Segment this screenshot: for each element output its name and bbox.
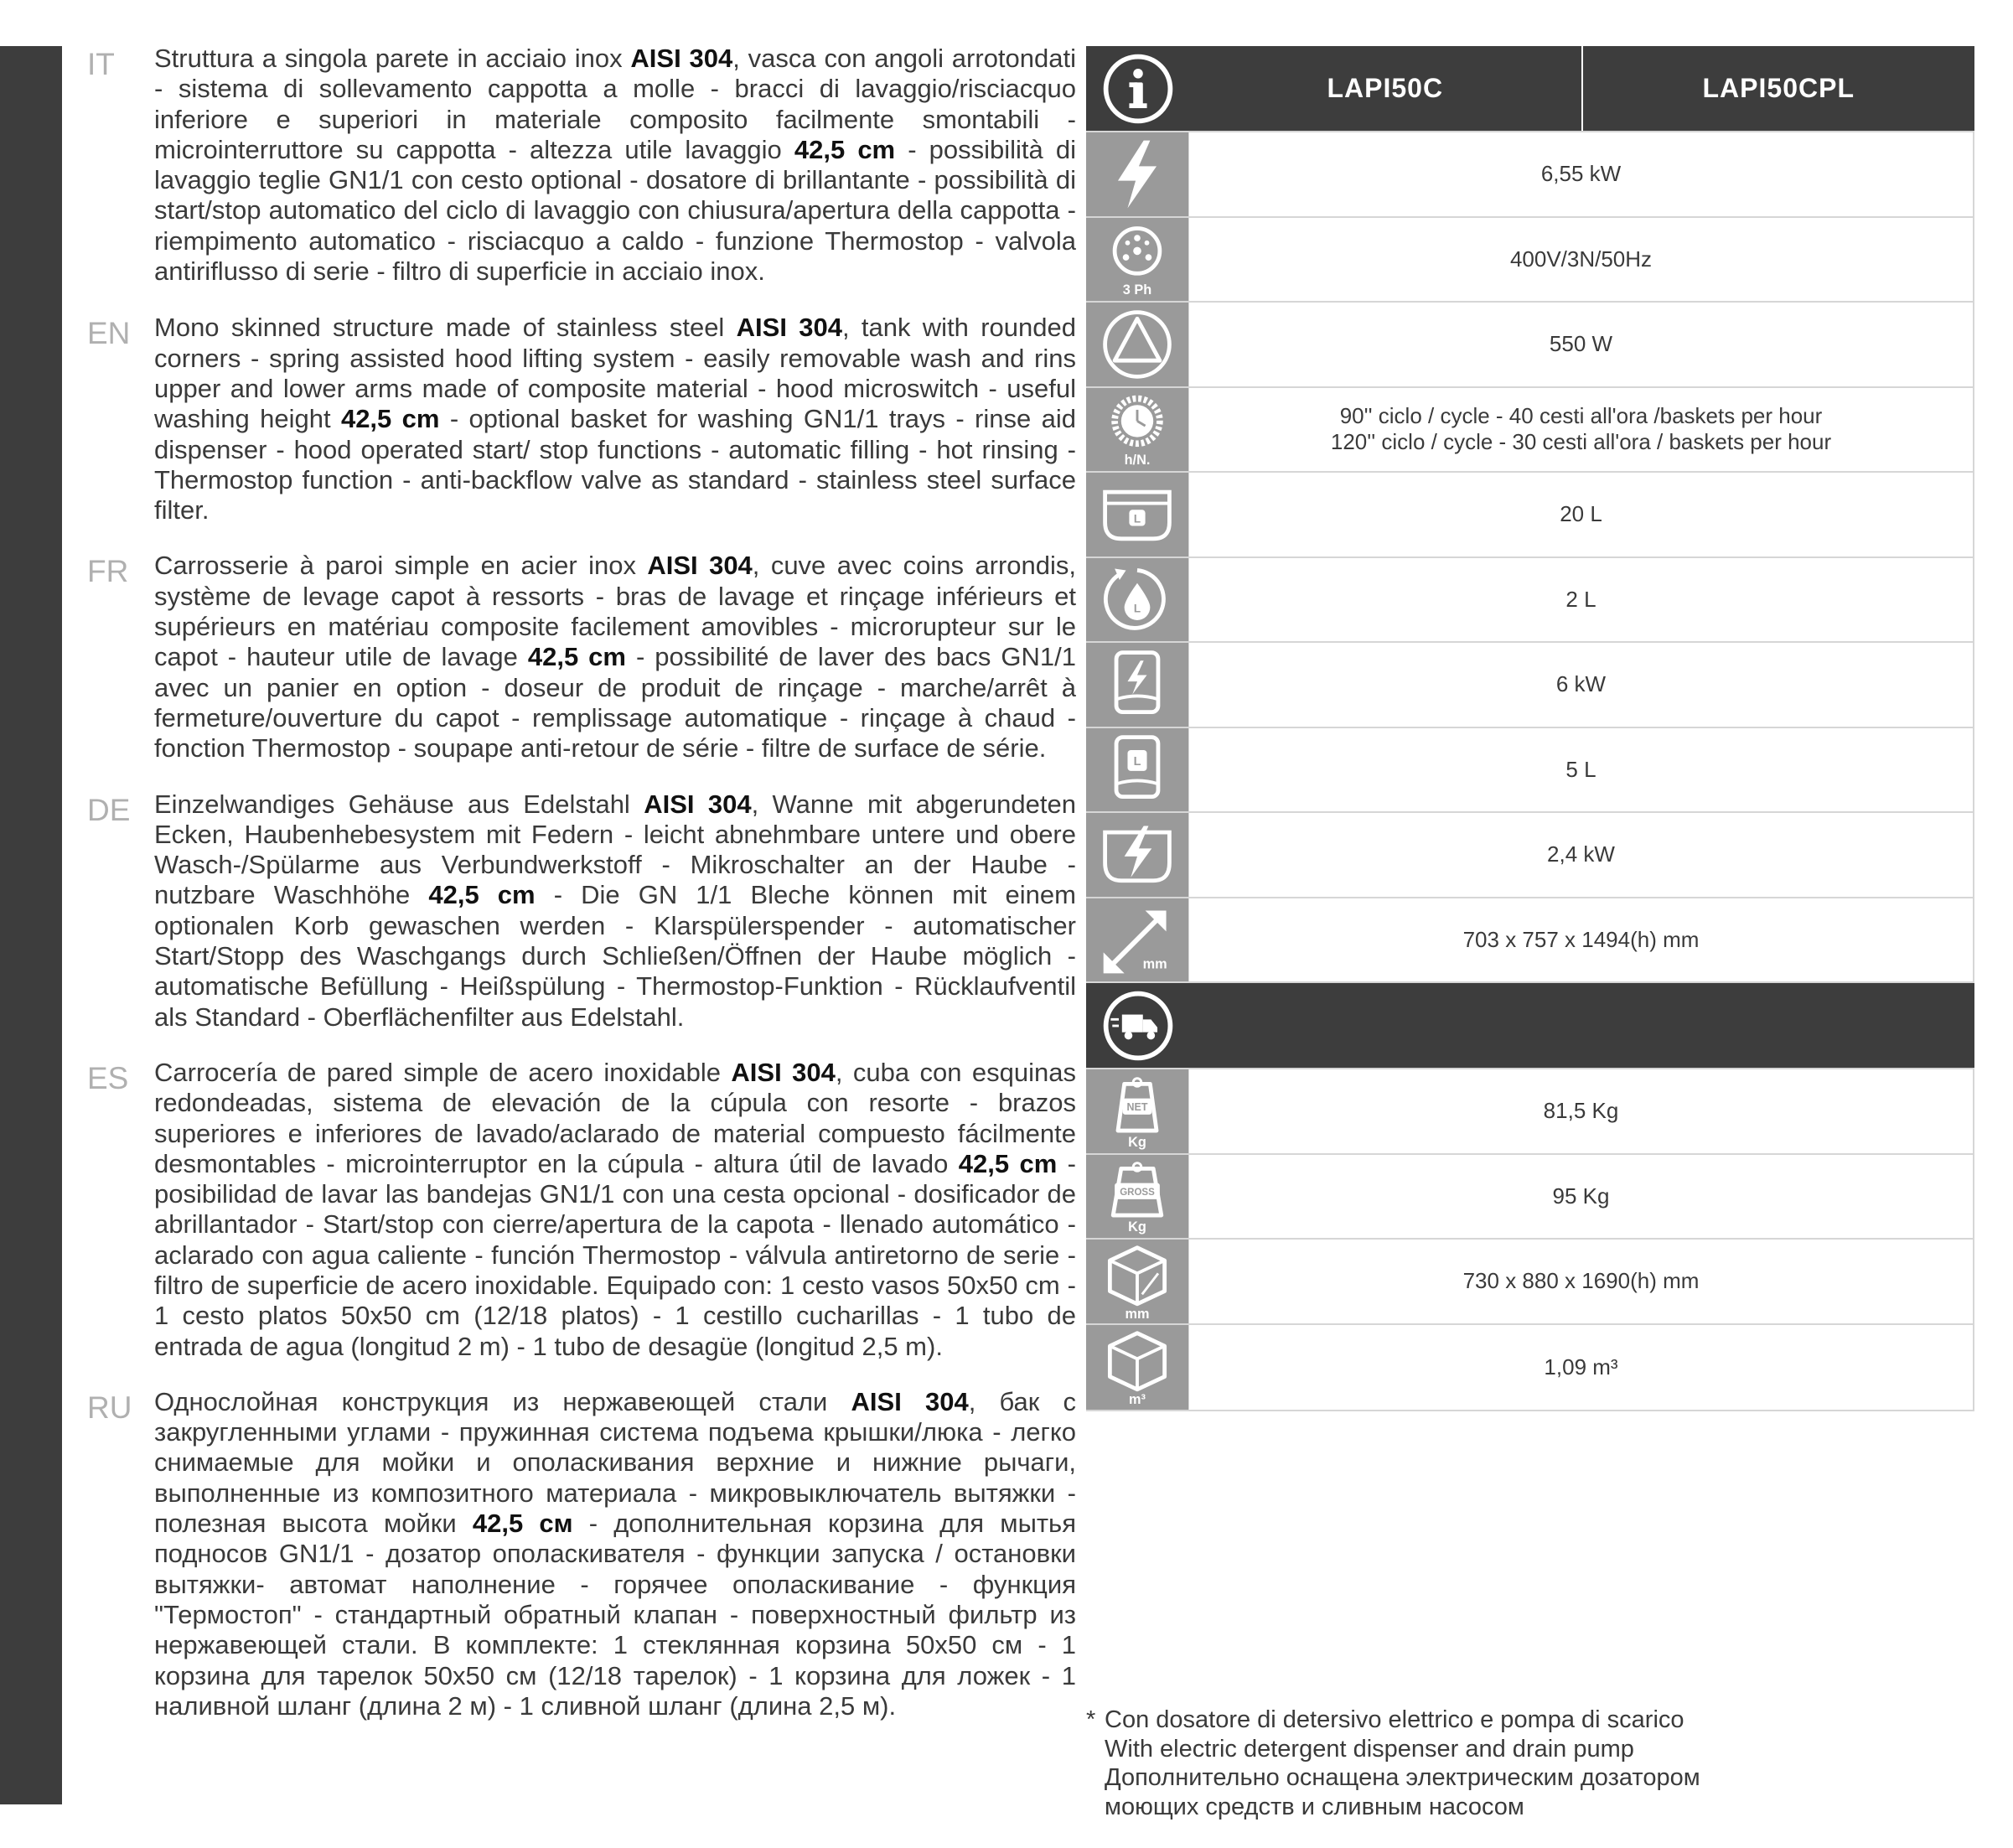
- text-run: Struttura a singola parete in acciaio inox: [154, 44, 631, 73]
- svg-text:L: L: [1133, 755, 1141, 769]
- spec-value: 730 x 880 x 1690(h) mm: [1189, 1240, 1974, 1323]
- spec-value: 5 L: [1189, 728, 1974, 812]
- table-row: [1086, 1240, 1974, 1325]
- footnote-line: With electric detergent dispenser and drain pump: [1105, 1735, 1634, 1763]
- text-run: - дополнительная корзина для мытья подносов GN1/1 - дозатор ополаскивателя - функции запуска / остановки вытяжки- автомат наполнение - горячее ополаскивание - функция "Термостоп" - стандартный обратный клапан - поверхностный фильтр из нержавеющей стали. В комплекте: 1 стеклянная корзина 50x50 см - 1 корзина для тарелок 50x50 см (12/18 тарелок) - 1 корзина для ложек - 1 наливной шланг (длина 2 м) - 1 сливной шланг (длина 2,5 м).: [154, 1509, 1076, 1721]
- svg-text:mm: mm: [1125, 1306, 1150, 1322]
- table-row: [1086, 813, 1974, 898]
- bold-term: AISI 304: [736, 313, 842, 343]
- boiler-capacity-icon: [1086, 728, 1189, 812]
- svg-text:3 Ph: 3 Ph: [1122, 282, 1152, 298]
- table-row: [1086, 218, 1974, 303]
- description-text: [154, 44, 1076, 287]
- text-run: Однослойная конструкция из нержавеющей стали: [154, 1386, 851, 1416]
- table-row: [1086, 1155, 1974, 1240]
- table-row: [1086, 643, 1974, 728]
- bold-term: 42,5 см: [472, 1509, 573, 1539]
- footnote-star: *: [1086, 1706, 1096, 1733]
- table-header-row: [1086, 46, 1974, 132]
- spec-value-line: 120'' ciclo / cycle - 30 cesti all'ora / baskets per hour: [1330, 429, 1832, 455]
- svg-text:h/N.: h/N.: [1124, 453, 1151, 468]
- table-row: [1086, 388, 1974, 474]
- spec-value: 2,4 kW: [1189, 813, 1974, 897]
- description-text: [154, 789, 1076, 1033]
- spec-value: 6 kW: [1189, 643, 1974, 727]
- shipping-header-fill: [1189, 983, 1974, 1068]
- footnote-line: моющих средств и сливным насосом: [1105, 1793, 1524, 1820]
- bold-term: 42,5 cm: [958, 1148, 1058, 1178]
- description-text: [154, 313, 1076, 525]
- svg-text:NET: NET: [1126, 1100, 1148, 1113]
- table-row: [1086, 898, 1974, 984]
- text-run: - Die GN 1/1 Bleche können mit einem optionalen Korb gewaschen werden - Klarspülerspender - automatischer Start/Stopp des Waschgangs durch Schließen/Öffnen der Haube möglich - automatische Befüllung - Heißspülung - Thermostop-Funktion - Rücklaufventil als Standard - Oberflächenfilter aus Edelstahl.: [154, 880, 1076, 1032]
- bold-term: AISI 304: [647, 551, 753, 581]
- bold-term: 42,5 cm: [428, 880, 536, 910]
- bold-term: 42,5 cm: [527, 642, 626, 672]
- spec-value: 2 L: [1189, 558, 1974, 642]
- description-en: [87, 313, 1076, 525]
- text-run: Mono skinned structure made of stainless steel: [154, 313, 737, 343]
- svg-text:mm: mm: [1142, 956, 1167, 972]
- text-run: - possibilità di lavaggio teglie GN1/1 con cesto optional - dosatore di brillantante - possibilità di start/stop automatico del ciclo di lavaggio con chiusura/apertura della cappotta - riempimento automatico - risciacquo a caldo - funzione Thermostop - valvola antiriflusso di serie - filtro di superficie in acciaio inox.: [154, 134, 1076, 287]
- spec-value: 6,55 kW: [1189, 132, 1974, 216]
- description-ru: [87, 1386, 1076, 1721]
- text-run: , cuba con esquinas redondeadas, sistema de elevación de la cúpula con resorte - brazos superiores e inferiores de lavado/aclarado de material compuesto fácilmente desmontables - microinterruptor en la cúpula - altura útil de lavado: [154, 1057, 1077, 1178]
- bold-term: 42,5 cm: [794, 134, 896, 164]
- table-row: [1086, 132, 1974, 218]
- bold-term: AISI 304: [644, 789, 752, 819]
- side-bar: [0, 46, 62, 1804]
- bold-term: AISI 304: [630, 44, 733, 73]
- descriptions: [87, 44, 1077, 1747]
- spec-table: [1086, 46, 1974, 1411]
- lang-code: EN: [87, 316, 131, 351]
- description-text: [154, 1387, 1076, 1721]
- dimensions-arrow-icon: [1086, 898, 1189, 982]
- shipping-header-row: [1086, 983, 1974, 1069]
- svg-text:Kg: Kg: [1128, 1134, 1146, 1150]
- text-run: , cuve avec coins arrondis, système de levage capot à ressorts - bras de lavage et rinçage inférieurs et supérieurs en matériau composite facilement amovibles - microrupteur sur le capot - hauteur utile de lavage: [154, 551, 1076, 672]
- text-run: , Wanne mit abgerundeten Ecken, Haubenhebesystem mit Federn - leicht abnehmbare untere und obere Wasch-/Spülarme aus Verbundwerkstoff - Mikroschalter an der Haube - nutzbare Waschhöhe: [154, 789, 1076, 910]
- text-run: Carrosserie à paroi simple en acier inox: [154, 551, 648, 581]
- three-phase-plug-icon: [1086, 218, 1189, 302]
- pump-triangle-icon: [1086, 303, 1189, 386]
- svg-text:L: L: [1133, 512, 1141, 525]
- table-row: [1086, 1069, 1974, 1155]
- svg-text:L: L: [1133, 602, 1141, 615]
- table-row: [1086, 558, 1974, 644]
- description-text: [154, 1058, 1076, 1362]
- package-volume-icon: [1086, 1325, 1189, 1411]
- bold-term: 42,5 cm: [340, 404, 440, 434]
- info-icon: [1086, 46, 1189, 131]
- description-text: [154, 551, 1076, 764]
- text-run: - posibilidad de lavar las bandejas GN1/1 con una cesta opcional - dosificador de abrillantador - Start/stop con cierre/apertura de la capota - llenado automático - aclarado con agua caliente - función Thermostop - válvula antiretorno de serie - filtro de superficie de acero inoxidable. Equipado con: 1 cesto vasos 50x50 cm - 1 cesto platos 50x50 cm (12/18 platos) - 1 cestillo cucharillas - 1 tubo de entrada de agua (longitud 2 m) - 1 tubo de desagüe (longitud 2,5 m).: [154, 1148, 1076, 1361]
- lang-code: ES: [87, 1060, 129, 1095]
- cycle-clock-icon: [1086, 388, 1189, 472]
- tank-capacity-icon: [1086, 473, 1189, 556]
- lang-code: RU: [87, 1390, 132, 1425]
- description-fr: [87, 551, 1076, 764]
- description-it: [87, 44, 1077, 287]
- table-row: [1086, 303, 1974, 388]
- text-run: Einzelwandiges Gehäuse aus Edelstahl: [154, 789, 644, 819]
- spec-value: 550 W: [1189, 303, 1974, 386]
- lang-code: DE: [87, 792, 131, 827]
- spec-value: 81,5 Kg: [1189, 1069, 1974, 1153]
- lang-code: IT: [87, 47, 115, 81]
- lang-code: FR: [87, 554, 129, 589]
- model-name: LAPI50C: [1189, 46, 1581, 131]
- gross-weight-icon: [1086, 1155, 1189, 1239]
- text-run: - optional basket for washing GN1/1 trays - rinse aid dispenser - hood operated start/ stop functions - automatic filling - hot rinsing - Thermostop function - anti-backflow valve as standard - stainless steel surface filter.: [154, 404, 1076, 525]
- rinse-drop-icon: [1086, 558, 1189, 642]
- table-row: [1086, 473, 1974, 558]
- text-run: Carrocería de pared simple de acero inoxidable: [154, 1057, 732, 1087]
- spec-value: 703 x 757 x 1494(h) mm: [1189, 898, 1974, 982]
- spec-value: 20 L: [1189, 473, 1974, 556]
- spec-value: 400V/3N/50Hz: [1189, 218, 1974, 302]
- footnote-line: Дополнительно оснащена электрическим дозатором: [1105, 1764, 1700, 1791]
- svg-text:Kg: Kg: [1128, 1219, 1146, 1235]
- text-run: - possibilité de laver des bacs GN1/1 avec un panier en option - doseur de produit de rinçage - marche/arrêt à fermeture/ouverture du capot - remplissage automatique - rinçage à chaud - fonction Thermostop - soupape anti-retour de série - filtre de surface de série.: [154, 642, 1076, 764]
- net-weight-icon: [1086, 1069, 1189, 1153]
- description-de: [87, 789, 1076, 1033]
- model-name: LAPI50CPL: [1581, 46, 1975, 131]
- table-row: [1086, 728, 1974, 814]
- footnote-line: Con dosatore di detersivo elettrico e pompa di scarico: [1105, 1706, 1684, 1733]
- table-row: [1086, 1325, 1974, 1411]
- boiler-power-icon: [1086, 643, 1189, 727]
- delivery-truck-icon: [1086, 983, 1189, 1068]
- text-run: , бак с закругленными углами - пружинная система подъема крышки/люка - легко снимаемые для мойки и ополаскивания верхние и нижние рычаги, выполненные из композитного материала - микровыключатель вытяжки - полезная высота мойки: [154, 1386, 1076, 1539]
- footnote: [1086, 1706, 1924, 1821]
- spec-value: [1189, 388, 1974, 472]
- package-dimensions-icon: [1086, 1240, 1189, 1323]
- tank-heating-icon: [1086, 813, 1189, 897]
- spec-value: 1,09 m³: [1189, 1325, 1974, 1411]
- bold-term: AISI 304: [731, 1057, 836, 1087]
- text-run: , vasca con angoli arrotondati - sistema di sollevamento cappotta a molle - bracci di lavaggio/risciacquo inferiore e superiori in materiale composito facilmente smontabili - microinterruttore su cappotta - altezza utile lavaggio: [154, 44, 1077, 164]
- svg-text:GROSS: GROSS: [1120, 1188, 1155, 1198]
- bold-term: AISI 304: [851, 1386, 969, 1416]
- text-run: , tank with rounded corners - spring assisted hood lifting system - easily removable wash and rins upper and lower arms made of composite material - hood microswitch - useful washing height: [154, 313, 1076, 434]
- svg-text:m³: m³: [1129, 1392, 1146, 1408]
- power-bolt-icon: [1086, 132, 1189, 216]
- description-es: [87, 1057, 1077, 1362]
- spec-value: 95 Kg: [1189, 1155, 1974, 1239]
- spec-value-line: 90'' ciclo / cycle - 40 cesti all'ora /baskets per hour: [1339, 403, 1823, 429]
